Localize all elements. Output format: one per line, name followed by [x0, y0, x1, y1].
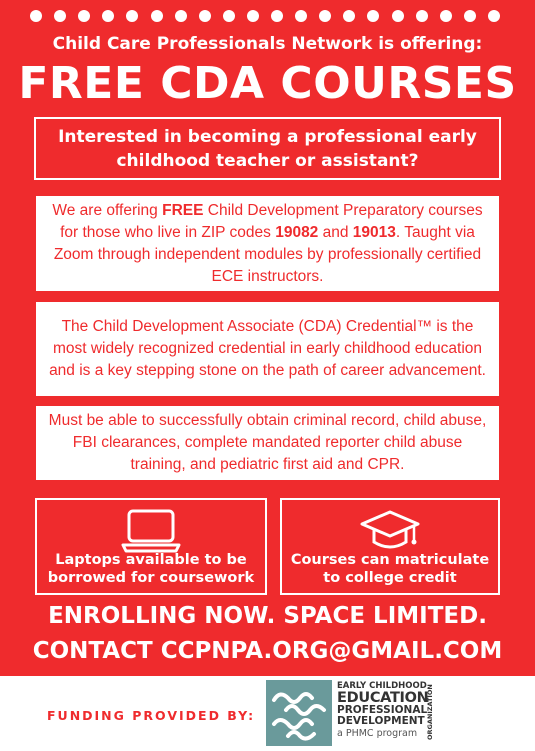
svg-text:ORGANIZATION: ORGANIZATION: [426, 684, 434, 740]
enrolling-banner: ENROLLING NOW. SPACE LIMITED.: [48, 603, 487, 629]
border-dot: [392, 10, 404, 22]
border-dot: [271, 10, 283, 22]
subtitle: Child Care Professionals Network is offering:: [52, 34, 483, 54]
logo-side-text: [424, 684, 434, 740]
logo-line: DEVELOPMENT: [337, 714, 425, 727]
cda-panel: [36, 302, 499, 396]
offer-text: We are offering FREE Child Development Preparatory courses for those who live in ZIP codes 19082 and 19013. Taught via Zoom through independent modules by professionally certified ECE instructors.: [52, 201, 483, 285]
border-dot: [78, 10, 90, 22]
figures-logo-icon: [266, 680, 332, 746]
page-title: FREE CDA COURSES: [18, 58, 517, 109]
border-dot: [223, 10, 235, 22]
border-dot: [343, 10, 355, 22]
feature-label: Laptops available to be borrowed for coursework: [47, 552, 255, 586]
border-dot: [126, 10, 138, 22]
graduation-cap-icon: [358, 508, 422, 556]
border-dot: [464, 10, 476, 22]
border-dot: [440, 10, 452, 22]
feature-college-credit: [280, 498, 500, 595]
laptop-icon: [121, 508, 181, 554]
border-dot: [175, 10, 187, 22]
logo-tagline: a PHMC program: [337, 728, 418, 739]
requirements-text: Must be able to successfully obtain criminal record, child abuse, FBI clearances, complete mandated reporter child abuse training, and pediatric first aid and CPR.: [48, 412, 487, 473]
logo-line: PROFESSIONAL: [337, 704, 428, 716]
contact-line[interactable]: CONTACT CCPNPA.ORG@GMAIL.COM: [32, 638, 503, 664]
zip-code-1: 19082: [275, 223, 319, 241]
border-dot: [102, 10, 114, 22]
border-dot: [319, 10, 331, 22]
border-dot: [199, 10, 211, 22]
question-text: Interested in becoming a professional early childhood teacher or assistant?: [58, 126, 477, 171]
logo-line: EARLY CHILDHOOD: [337, 681, 427, 691]
funding-label: FUNDING PROVIDED BY:: [47, 708, 256, 723]
border-dot: [416, 10, 428, 22]
logo-line: EDUCATION: [337, 689, 429, 706]
border-dot: [295, 10, 307, 22]
feature-label: Courses can matriculate to college credit: [290, 552, 490, 586]
offer-panel: [36, 196, 499, 291]
cda-text: The Child Development Associate (CDA) Credential™ is the most widely recognized credential in early childhood education and is a key stepping stone on the path of career advancement.: [49, 318, 486, 379]
feature-laptops: [35, 498, 267, 595]
ecepdo-logo-mark: [266, 680, 332, 746]
requirements-panel: [36, 406, 499, 480]
border-dot: [367, 10, 379, 22]
border-dot: [488, 10, 500, 22]
border-dot: [151, 10, 163, 22]
zip-code-2: 19013: [352, 223, 396, 241]
ecepdo-logo-text: [337, 682, 437, 739]
free-emphasis: FREE: [162, 201, 204, 219]
question-box: [34, 117, 501, 180]
border-dot: [54, 10, 66, 22]
dot-border: [30, 10, 510, 24]
border-dot: [30, 10, 42, 22]
border-dot: [247, 10, 259, 22]
